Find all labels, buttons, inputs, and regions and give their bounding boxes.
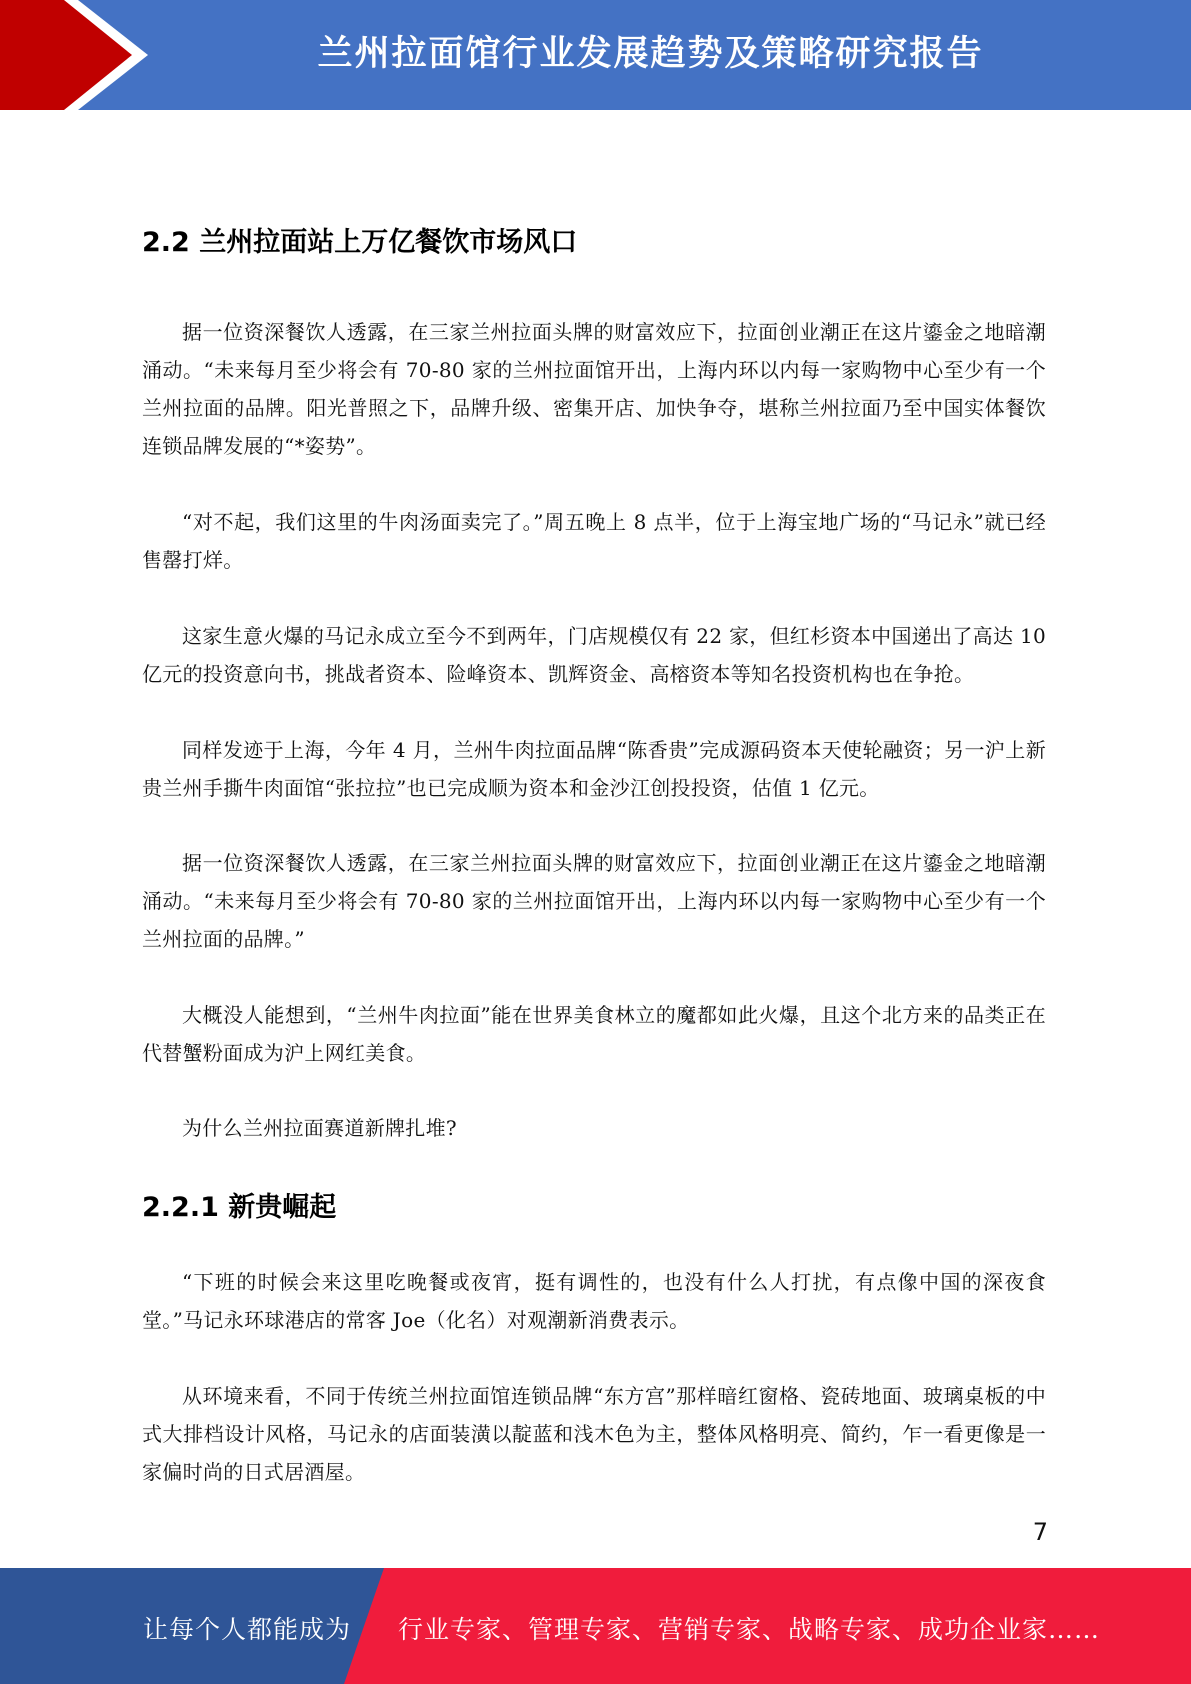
footer-slogan-right: 行业专家、管理专家、营销专家、战略专家、成功企业家…… <box>398 1615 1101 1644</box>
section-heading: 2.2 兰州拉面站上万亿餐饮市场风口 <box>142 227 578 258</box>
paragraph: 据一位资深餐饮人透露，在三家兰州拉面头牌的财富效应下，拉面创业潮正在这片鎏金之地暗潮涌动。“未来每月至少将会有 70-80 家的兰州拉面馆开出，上海内环以内每一家购物中心至少有一个兰州拉面的品牌。阳光普照之下，品牌升级、密集开店、加快争夺，堪称兰州拉面乃至中国实体餐饮连锁品牌发展的“*姿势”。 <box>142 320 1046 458</box>
paragraph: 据一位资深餐饮人透露，在三家兰州拉面头牌的财富效应下，拉面创业潮正在这片鎏金之地暗潮涌动。“未来每月至少将会有 70-80 家的兰州拉面馆开出，上海内环以内每一家购物中心至少有一个兰州拉面的品牌。” <box>142 851 1046 951</box>
report-title: 兰州拉面馆行业发展趋势及策略研究报告 <box>317 34 984 74</box>
subsection-heading: 2.2.1 新贵崛起 <box>142 1192 337 1223</box>
footer-slogan-left: 让每个人都能成为 <box>143 1615 352 1644</box>
paragraph: 同样发迹于上海，今年 4 月，兰州牛肉拉面品牌“陈香贵”完成源码资本天使轮融资；另一沪上新贵兰州手撕牛肉面馆“张拉拉”也已完成顺为资本和金沙江创投投资，估值 1 亿元。 <box>142 738 1046 800</box>
paragraph: 大概没人能想到，“兰州牛肉拉面”能在世界美食林立的魔都如此火爆，且这个北方来的品类正在代替蟹粉面成为沪上网红美食。 <box>142 1003 1046 1065</box>
page-header <box>0 0 1191 110</box>
paragraph: 这家生意火爆的马记永成立至今不到两年，门店规模仅有 22 家，但红杉资本中国递出了高达 10 亿元的投资意向书，挑战者资本、险峰资本、凯辉资金、高榕资本等知名投资机构也在争抢。 <box>142 624 1046 686</box>
paragraph: 为什么兰州拉面赛道新牌扎堆? <box>182 1116 457 1140</box>
page-number: 7 <box>1032 1518 1048 1546</box>
page-footer <box>0 1568 1191 1684</box>
paragraph: 从环境来看，不同于传统兰州拉面馆连锁品牌“东方宫”那样暗红窗格、瓷砖地面、玻璃桌板的中式大排档设计风格，马记永的店面装潢以靛蓝和浅木色为主，整体风格明亮、简约，乍一看更像是一家偏时尚的日式居酒屋。 <box>142 1384 1046 1484</box>
paragraph: “下班的时候会来这里吃晚餐或夜宵，挺有调性的，也没有什么人打扰，有点像中国的深夜食堂。”马记永环球港店的常客 Joe（化名）对观潮新消费表示。 <box>142 1270 1046 1332</box>
paragraph: “对不起，我们这里的牛肉汤面卖完了。”周五晚上 8 点半，位于上海宝地广场的“马记永”就已经售罄打烊。 <box>142 510 1046 572</box>
